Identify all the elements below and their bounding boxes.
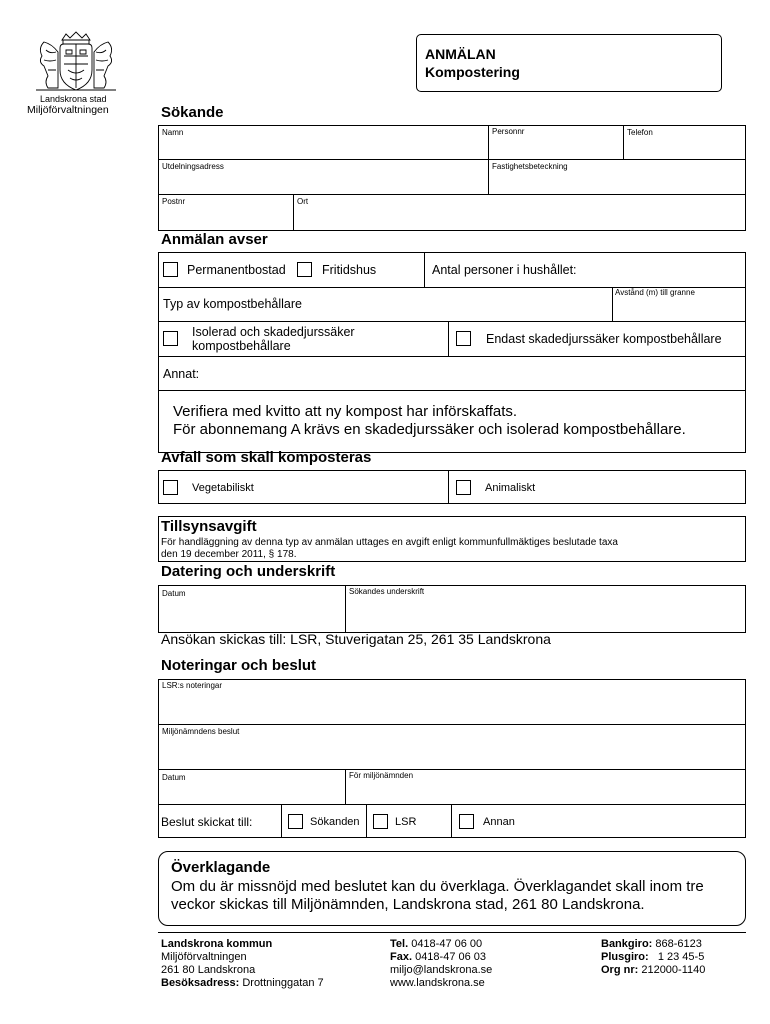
tillsyn-text-1: För handläggning av denna typ av anmälan uttages en avgift enligt kommunfullmäktiges beslutade taxa [161,537,618,548]
municipality-name: Landskrona stad [40,94,107,104]
footer-visit: Besöksadress: Drottninggatan 7 [161,977,324,989]
footer-web-link[interactable]: www.landskrona.se [390,977,485,989]
section-heading-avfall: Avfall som skall komposteras [161,449,372,466]
section-heading-noteringar: Noteringar och beslut [161,657,317,674]
checkbox-permanentbostad[interactable] [163,262,178,277]
field-typ-kompostbehallare[interactable]: Typ av kompostbehållare [163,297,302,311]
section-heading-tillsyn: Tillsynsavgift [161,518,257,535]
checkbox-fritidshus[interactable] [297,262,312,277]
footer-bankgiro: Bankgiro: 868-6123 [601,938,702,950]
field-antal-personer[interactable]: Antal personer i hushållet: [432,263,577,277]
checkbox-sokanden[interactable] [288,814,303,829]
coat-of-arms-logo [30,30,122,94]
label-isolerad-2: kompostbehållare [192,339,291,353]
tillsyn-text-2: den 19 december 2011, § 178. [161,549,297,560]
field-beslut-datum[interactable]: Datum [162,773,186,782]
footer-dept: Miljöförvaltningen [161,951,247,963]
overklagande-text-1: Om du är missnöjd med beslutet kan du överklaga. Överklagandet skall inom tre [171,878,704,895]
footer-fax: Fax. 0418-47 06 03 [390,951,487,963]
field-datum[interactable]: Datum [162,589,186,598]
footer-tel: Tel. 0418-47 06 00 [390,938,483,950]
label-permanentbostad: Permanentbostad [187,263,286,277]
label-beslut-skickat: Beslut skickat till: [161,815,253,829]
section-heading-anmalan: Anmälan avser [161,231,268,248]
department-name: Miljöförvaltningen [27,104,109,116]
label-isolerad-1: Isolerad och skadedjurssäker [192,325,355,339]
footer-org-name: Landskrona kommun [161,938,273,950]
label-fritidshus: Fritidshus [322,263,377,277]
footer-orgnr: Org nr: 212000-1140 [601,964,706,976]
field-telefon[interactable]: Telefon [627,128,653,137]
label-vegetabiliskt: Vegetabiliskt [192,482,254,494]
checkbox-annan[interactable] [459,814,474,829]
field-fastighetsbeteckning[interactable]: Fastighetsbeteckning [492,162,568,171]
label-sokanden: Sökanden [310,816,360,828]
field-postnr[interactable]: Postnr [162,197,186,206]
field-sokandes-underskrift[interactable]: Sökandes underskrift [349,587,425,596]
field-miljonamndens-beslut[interactable]: Miljönämndens beslut [162,727,240,736]
section-heading-datering: Datering och underskrift [161,563,336,580]
field-ort[interactable]: Ort [297,197,309,206]
footer-plusgiro: Plusgiro: 1 23 45-5 [601,951,705,963]
field-utdelningsadress[interactable]: Utdelningsadress [162,162,224,171]
note-abonnemang: För abonnemang A krävs en skadedjurssäker och isolerad kompostbehållare. [173,421,686,438]
checkbox-vegetabiliskt[interactable] [163,480,178,495]
field-avstand[interactable]: Avstånd (m) till granne [615,288,695,297]
form-subtitle: Kompostering [425,64,520,80]
footer-email-link[interactable]: miljo@landskrona.se [390,964,493,976]
field-personnr[interactable]: Personnr [492,127,525,136]
label-lsr: LSR [395,816,417,828]
footer-postal: 261 80 Landskrona [161,964,256,976]
section-heading-sokande: Sökande [161,104,224,121]
footer-divider [158,932,746,933]
section-heading-overklagande: Överklagande [171,859,271,876]
label-endast-skadedjurssaker: Endast skadedjurssäker kompostbehållare [486,332,722,346]
send-to-address: Ansökan skickas till: LSR, Stuverigatan 25, 261 35 Landskrona [161,631,551,647]
form-title: ANMÄLAN [425,46,496,62]
label-animaliskt: Animaliskt [485,482,536,494]
datering-table [158,585,746,633]
overklagande-text-2: veckor skickas till Miljönämnden, Landskrona stad, 261 80 Landskrona. [171,896,645,913]
field-namn[interactable]: Namn [162,128,184,137]
field-annat[interactable]: Annat: [163,367,200,381]
label-annan: Annan [483,816,515,828]
field-lsr-noteringar[interactable]: LSR:s noteringar [162,681,223,690]
checkbox-lsr[interactable] [373,814,388,829]
title-box [416,34,722,92]
checkbox-animaliskt[interactable] [456,480,471,495]
note-kvitto: Verifiera med kvitto att ny kompost har införskaffats. [173,403,518,420]
checkbox-isolerad[interactable] [163,331,178,346]
checkbox-endast-skadedjurssaker[interactable] [456,331,471,346]
sokande-table [158,125,746,231]
field-for-miljonamnden[interactable]: För miljönämnden [349,771,414,780]
